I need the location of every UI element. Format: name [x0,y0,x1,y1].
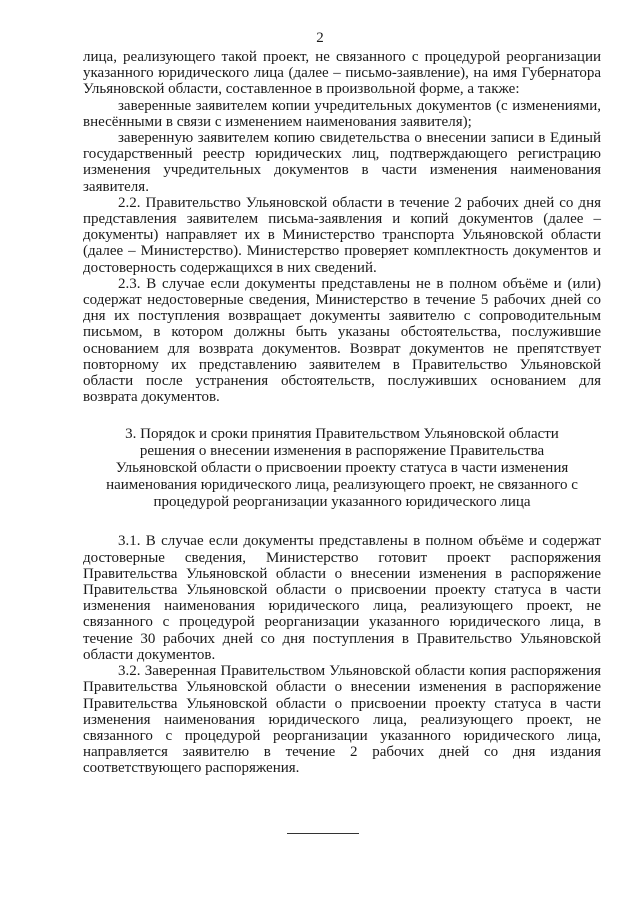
section-3-title: 3. Порядок и сроки принятия Правительством Ульяновской области решения о внесении изменения в распоряжение Правительства Ульяновской области о присвоении проекту статуса в части изменения наименования юридического лица, реализующего проект, не связанного с процедурой реорганизации указанного юридического лица [106,426,578,511]
paragraph-2-3: 2.3. В случае если документы представлены не в полном объёме и (или) содержат недостоверные сведения, Министерство в течение 5 рабочих дней со дня их поступления возвращает документы заявителю с сопроводительным письмом, в котором должны быть указаны обстоятельства, послужившие основанием для возврата документов. Возврат документов не препятствует повторному их представлению заявителем в Правительство Ульяновской области после устранения обстоятельств, послуживших основанием для возврата документов. [83,275,601,406]
page-number: 2 [316,30,324,46]
paragraph-registry-certificate: заверенную заявителем копию свидетельства о внесении записи в Единый государственный реестр юридических лиц, подтверждающего регистрацию изменения учредительных документов в части изменения наименования заявителя. [83,130,601,195]
paragraph-3-1: 3.1. В случае если документы представлены в полном объёме и содержат достоверные сведения, Министерство готовит проект распоряжения Правительства Ульяновской области о внесении изменения в распоряжение Правительства Ульяновской области о присвоении проекту статуса в части изменения наименования юридического лица, реализующего проект, не связанного с процедурой реорганизации указанного юридического лица, в течение 30 рабочих дней со дня поступления в Правительство Ульяновской области документов. [83,533,601,663]
paragraph-continuation: лица, реализующего такой проект, не связанного с процедурой реорганизации указанного юридического лица (далее – письмо-заявление), на имя Губернатора Ульяновской области, составленное в произвольной форме, а также: [83,49,601,98]
end-divider [287,833,359,834]
document-body [83,49,601,777]
paragraph-2-2: 2.2. Правительство Ульяновской области в течение 2 рабочих дней со дня представления заявителем письма-заявления и копий документов (далее – документы) направляет их в Министерство транспорта Ульяновской области (далее – Министерство). Министерство проверяет комплектность документов и достоверность содержащихся в них сведений. [83,194,601,276]
paragraph-3-2: 3.2. Заверенная Правительством Ульяновской области копия распоряжения Правительства Ульяновской области о внесении изменения в распоряжение Правительства Ульяновской области о присвоении проекту статуса в части изменения наименования юридического лица, реализующего проект, не связанного с процедурой реорганизации указанного юридического лица, направляется заявителю в течение 2 рабочих дней со дня издания соответствующего распоряжения. [83,663,601,777]
paragraph-constituent-docs: заверенные заявителем копии учредительных документов (с изменениями, внесёнными в связи с изменением наименования заявителя); [83,97,601,130]
